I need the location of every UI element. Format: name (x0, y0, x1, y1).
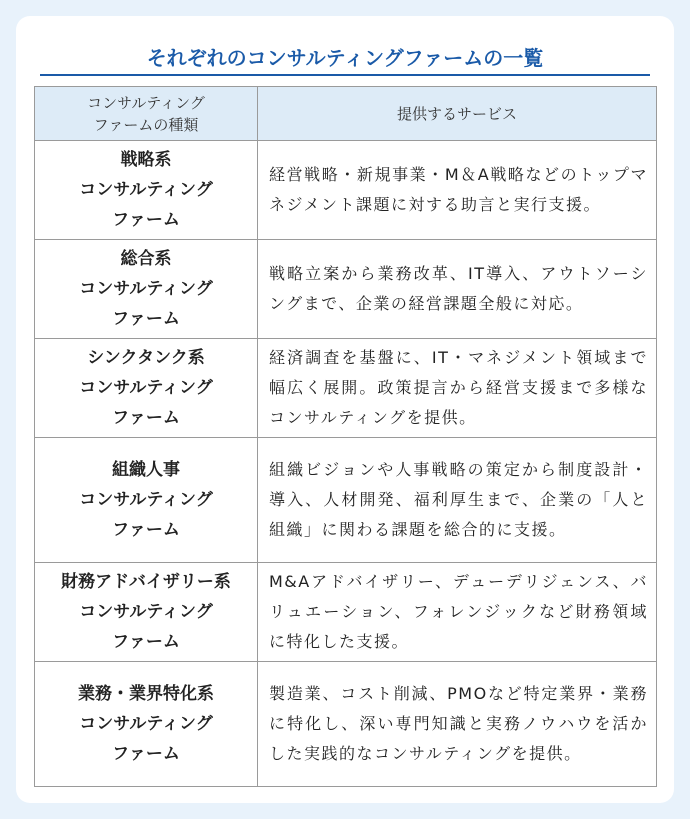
header-service: 提供するサービス (258, 87, 657, 141)
firm-type-line3: ファーム (112, 309, 180, 329)
firm-type-cell (35, 662, 258, 787)
firm-type-line2: コンサルティング (79, 180, 213, 200)
firm-type-line3: ファーム (112, 632, 180, 652)
firm-type-cell (35, 563, 258, 662)
firm-type-cell (35, 240, 258, 339)
title-divider (40, 74, 650, 76)
firm-type-line1: シンクタンク系 (87, 348, 205, 368)
service-description: 組織ビジョンや人事戦略の策定から制度設計・導入、人材開発、福利厚生まで、企業の「人と組織」に関わる課題を総合的に支援。 (258, 438, 657, 563)
firm-type-line2: コンサルティング (79, 714, 213, 734)
firm-type-line1: 財務アドバイザリー系 (61, 572, 231, 592)
firm-type-line3: ファーム (112, 744, 180, 764)
service-description: 製造業、コスト削減、PMOなど特定業界・業務に特化し、深い専門知識と実務ノウハウを活かした実践的なコンサルティングを提供。 (258, 662, 657, 787)
consulting-firm-table (34, 86, 657, 787)
firm-type-line2: コンサルティング (79, 490, 213, 510)
firm-type-line1: 戦略系 (120, 150, 172, 170)
firm-type-line2: コンサルティング (79, 378, 213, 398)
firm-type-cell (35, 438, 258, 563)
header-firm-type (35, 87, 258, 141)
firm-type-line1: 業務・業界特化系 (78, 684, 214, 704)
table-row (35, 438, 657, 563)
service-description: 戦略立案から業務改革、IT導入、アウトソーシングまで、企業の経営課題全般に対応。 (258, 240, 657, 339)
service-description: 経済調査を基盤に、IT・マネジメント領域まで幅広く展開。政策提言から経営支援まで多様なコンサルティングを提供。 (258, 339, 657, 438)
table-row (35, 339, 657, 438)
page-title: それぞれのコンサルティングファームの一覧 (146, 46, 544, 70)
firm-type-line2: コンサルティング (79, 279, 213, 299)
firm-type-line3: ファーム (112, 408, 180, 428)
firm-type-cell (35, 141, 258, 240)
firm-type-line2: コンサルティング (79, 602, 213, 622)
firm-type-line3: ファーム (112, 520, 180, 540)
content-card (16, 16, 674, 803)
table-row (35, 141, 657, 240)
firm-type-cell (35, 339, 258, 438)
table-row (35, 240, 657, 339)
table-row (35, 563, 657, 662)
header-firm-type-line2: ファームの種類 (93, 115, 199, 134)
firm-type-line1: 組織人事 (112, 460, 180, 480)
service-description: 経営戦略・新規事業・M＆A戦略などのトップマネジメント課題に対する助言と実行支援。 (258, 141, 657, 240)
service-description: M&Aアドバイザリー、デューデリジェンス、バリュエーション、フォレンジックなど財務領域に特化した支援。 (258, 563, 657, 662)
firm-type-line1: 総合系 (120, 249, 172, 269)
firm-type-line3: ファーム (112, 210, 180, 230)
table-row (35, 662, 657, 787)
table-header-row (35, 87, 657, 141)
header-firm-type-line1: コンサルティング (87, 93, 205, 112)
